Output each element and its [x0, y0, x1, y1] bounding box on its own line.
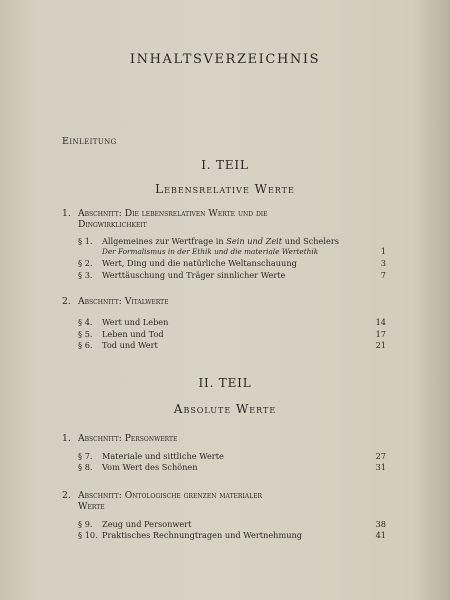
- entry-text: Zeug und Personwert: [102, 519, 192, 529]
- page-edge-shadow: [412, 0, 450, 600]
- section-heading: [62, 433, 392, 444]
- section-title-line1: Abschnitt: Personwerte: [78, 433, 178, 444]
- part-1-label: I. TEIL: [201, 158, 249, 172]
- entry-subline: Der Formalismus in der Ethik und die materiale Wertethik: [102, 247, 319, 256]
- paragraph-number: § 10.: [78, 530, 98, 540]
- paragraph-number: § 3.: [78, 270, 93, 280]
- toc-entry: [78, 270, 386, 280]
- entry-text: und Schelers: [282, 236, 339, 246]
- toc-entry: [78, 340, 386, 350]
- page-number: 38: [375, 519, 386, 529]
- paragraph-number: § 8.: [78, 462, 93, 472]
- toc-entry: [78, 451, 386, 461]
- section-heading: [62, 490, 392, 512]
- paragraph-number: § 4.: [78, 317, 93, 327]
- page-number: 27: [375, 451, 386, 461]
- section-heading: [62, 208, 392, 230]
- einleitung-entry: Einleitung: [62, 136, 117, 147]
- entry-text: Praktisches Rechnungtragen und Wertnehmung: [102, 530, 302, 540]
- section-number: 1.: [62, 208, 71, 219]
- section-title-line2: Dingwirklichkeit: [78, 219, 147, 230]
- paragraph-number: § 9.: [78, 519, 93, 529]
- entry-text: Allgemeines zur Wertfrage in: [102, 236, 227, 246]
- toc-entry: [78, 530, 386, 540]
- part-2-label: II. TEIL: [198, 376, 252, 390]
- toc-entry: [78, 258, 386, 268]
- toc-entry: [78, 329, 386, 339]
- page-title: INHALTSVERZEICHNIS: [129, 52, 321, 67]
- section-number: 2.: [62, 296, 71, 307]
- page-number: 14: [375, 317, 386, 327]
- part-1-title: Lebensrelative Werte: [155, 182, 295, 196]
- paragraph-number: § 1.: [78, 236, 93, 246]
- entry-text: Wert, Ding und die natürliche Weltanschauung: [102, 258, 297, 268]
- page-number: 21: [375, 340, 386, 350]
- entry-text: Tod und Wert: [102, 340, 158, 350]
- entry-text: Vom Wert des Schönen: [102, 462, 198, 472]
- paragraph-number: § 2.: [78, 258, 93, 268]
- toc-entry: [78, 519, 386, 529]
- paragraph-number: § 6.: [78, 340, 93, 350]
- section-heading: [62, 296, 392, 307]
- entry-text: Leben und Tod: [102, 329, 164, 339]
- toc-entry: [78, 317, 386, 327]
- toc-entry: [78, 236, 386, 246]
- section-number: 2.: [62, 490, 71, 501]
- part-2-title: Absolute Werte: [173, 402, 277, 416]
- section-title-line2: Werte: [78, 501, 105, 512]
- entry-text: Materiale und sittliche Werte: [102, 451, 224, 461]
- toc-entry: [78, 462, 386, 472]
- entry-text-italic: Sein und Zeit: [226, 236, 283, 246]
- page-number: 7: [380, 270, 386, 280]
- entry-text: Wert und Leben: [102, 317, 169, 327]
- page-number: 3: [380, 258, 386, 268]
- page-number: 1: [380, 247, 386, 256]
- page-number: 31: [375, 462, 386, 472]
- paragraph-number: § 7.: [78, 451, 93, 461]
- section-title-line1: Abschnitt: Vitalwerte: [78, 296, 169, 307]
- page-number: 41: [375, 530, 386, 540]
- entry-text: Werttäuschung und Träger sinnlicher Werte: [102, 270, 286, 280]
- page-number: 17: [375, 329, 386, 339]
- section-number: 1.: [62, 433, 71, 444]
- section-title-line1: Abschnitt: Die lebensrelativen Werte und die: [78, 208, 268, 219]
- paragraph-number: § 5.: [78, 329, 93, 339]
- section-title-line1: Abschnitt: Ontologische grenzen materialer: [78, 490, 263, 501]
